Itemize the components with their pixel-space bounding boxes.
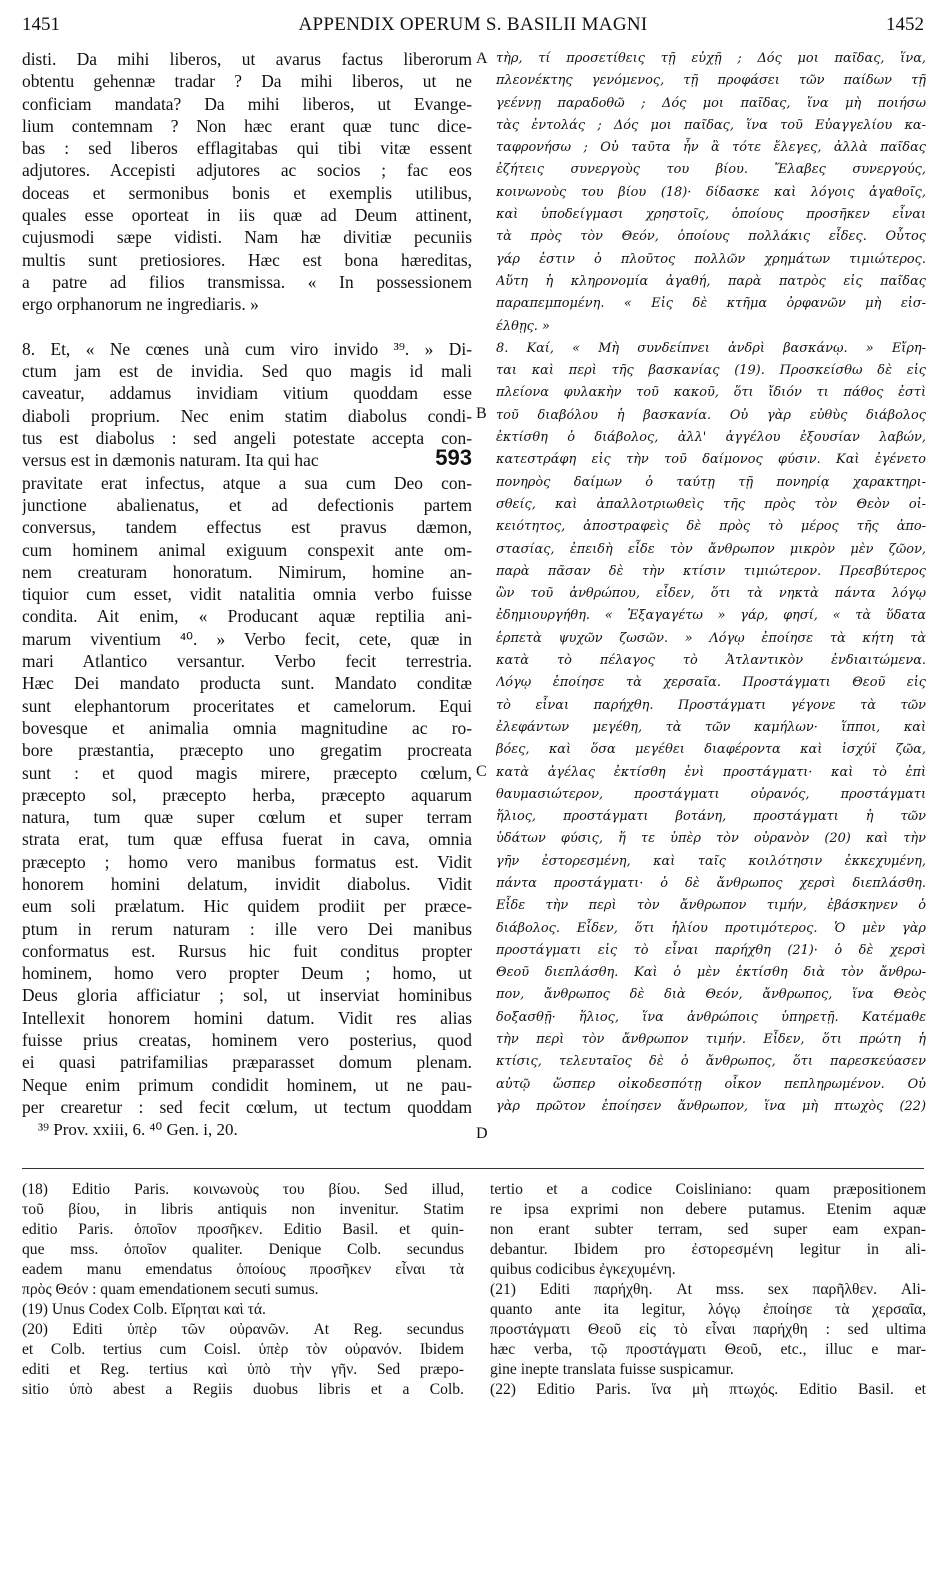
latin-line: strata erat, tum quæ effusa fuerat in cava, omnia (22, 829, 472, 850)
footnote-line: τοῦ βίου, in libris antiquis non invenitur. Statim (22, 1201, 464, 1218)
greek-line: Θεοῦ διεπλάσθη. Καὶ ὁ μὲν ἐκτίσθη διὰ τὸν ἄνθρω- (496, 965, 926, 981)
greek-line: διάβολος. Εἶδεν, ὅτι ἡλίου προτιμότερος. Ὁ μὲν γὰρ (496, 920, 926, 936)
greek-line: τὸ εἶναι παρήχθη. Προστάγματι γέγονε τὰ τῶν (496, 697, 926, 713)
greek-line: έλθῃς. » (496, 318, 550, 334)
greek-line: βόες, καὶ ὅσα μεγέθει διαφέροντα καὶ ἰσχύϊ ζῶα, (496, 742, 926, 758)
footnote-line: (19) Unus Codex Colb. Εἴρηται καὶ τά. (22, 1301, 266, 1318)
latin-line: cum hominem animal exiguum conspexit ante om- (22, 539, 472, 560)
latin-line: diaboli proprium. Nec enim statim diabolus condi- (22, 405, 472, 426)
greek-line: πάντα προστάγματι· ὁ δὲ ἄνθρωπος χερσὶ διεπλάσθη. (496, 875, 926, 891)
latin-line: ptum in rerum naturam : ille vero Dei manibus (22, 918, 472, 939)
latin-line: honorem homini delatum, invidit diabolus. Vidit (22, 873, 472, 894)
latin-line: doceas et sermonibus bonis et exemplis utilibus, (22, 182, 472, 203)
latin-line-text: versus est in dæmonis naturam. Ita qui hac (22, 450, 319, 471)
running-header (22, 14, 924, 40)
latin-line: ei quasi patrifamilias præparasset domum plenam. (22, 1052, 472, 1073)
greek-line: γὰρ πρῶτον ἐποίησεν ἄνθρωπον, ἵνα μὴ πτωχὸς (22) (496, 1098, 926, 1114)
latin-line: 8. Et, « Ne cœnes unà cum viro invido ³⁹. » Di- (22, 338, 472, 359)
latin-column (22, 48, 472, 1118)
latin-line: sunt elephantorum proceritates et camelorum. Equi (22, 695, 472, 716)
footnotes-right-column (490, 1180, 926, 1400)
greek-line: προστάγματι εἰς τὸ εἶναι παρήχθη (21)· ὁ δὲ χερσὶ (496, 942, 926, 958)
greek-line: Λόγῳ ἐποίησε τὰ χερσαῖα. Προστάγματι Θεοῦ εἰς (496, 675, 926, 691)
greek-line: κατὰ τὸ πέλαγος τὸ Ἀτλαντικὸν ἐνδιαιτώμενα. (496, 653, 926, 669)
greek-line: κατεστράφη εἰς τὴν τοῦ δαίμονος φύσιν. Καὶ ἐγένετο (496, 452, 926, 468)
latin-line: nem creaturam honoratum. Nimirum, homine an- (22, 561, 472, 582)
greek-line: κτίσις, τελευταῖος δὲ ὁ ἄνθρωπος, ὅτι παρεσκεύασεν (496, 1054, 926, 1070)
greek-line: γάρ ἐστιν ὁ πλοῦτος πολλῶν χρημάτων τιμιώτερος. (496, 251, 926, 267)
latin-line: præcepto ; homo vero manibus formatus est. Vidit (22, 851, 472, 872)
latin-line: hominem, homo vero propter Deum ; homo, ut (22, 963, 472, 984)
margin-marker-d: D (476, 1125, 488, 1142)
footnote-line: tertio et a codice Coisliniano: quam præpositionem (490, 1181, 926, 1198)
greek-line: τὰς ἐντολάς ; Δός μοι παῖδας, ἵνα τοῦ Εὐαγγελίου κα- (496, 117, 926, 133)
greek-line: παραπεμπομένη. « Εἰς δὲ κτῆμα ὀρφανῶν μὴ εἰσ- (496, 296, 926, 312)
greek-line: θαυμασιώτερον, προστάγματι οὐρανός, προστάγματι (496, 786, 926, 802)
left-page-number: 1451 (22, 14, 60, 35)
greek-line: κατὰ ἀγέλας ἐκτίσθη ἑνὶ προστάγματι· καὶ τὸ ἐπὶ (496, 764, 926, 780)
greek-line: κειότητος, ἀποστραφεὶς δὲ πρὸς τὸ μέρος τῆς ἀπο- (496, 519, 926, 535)
footnote-line: que mss. ὁποῖον qualiter. Denique Colb. secundus (22, 1241, 464, 1258)
greek-line: πονηρὸς δαίμων ὁ ταύτῃ τῇ πονηρίᾳ χαρακτηρι- (496, 474, 926, 490)
greek-line: ἐδημιουργήθη. « Ἐξαγαγέτω » γάρ, φησί, « τὰ ὕδατα (496, 608, 926, 624)
greek-line: τὴν περὶ τὸν ἄνθρωπον τιμήν. Εἶδεν, ὅτι πρώτη ἡ (496, 1032, 926, 1048)
greek-column (496, 48, 926, 1118)
latin-line: lium contemnam ? Non hæc erant quæ tunc dice- (22, 115, 472, 136)
latin-line: per crearetur : sed fecit cœlum, ut tectum quoddam (22, 1096, 472, 1117)
latin-line: quales esse oporteat in iis quæ ad Deum attinent, (22, 205, 472, 226)
greek-line: ὑδάτων φύσις, ἥ τε ὑπὲρ τὸν οὐρανὸν (20) καὶ τὴν (496, 831, 926, 847)
latin-line: pravitate erat infectus, atque a sua cum Deo con- (22, 472, 472, 493)
column-number: 593 (435, 449, 472, 471)
latin-line: marum viventium ⁴⁰. » Verbo fecit, cete, quæ in (22, 628, 472, 649)
footnote-line: quibus codicibus ἐγκεχυμένη. (490, 1261, 676, 1278)
footnote-line: non erant subter terram, sed super eam expan- (490, 1221, 926, 1238)
latin-line: bore præstantia, præcepto uno gregatim procreata (22, 740, 472, 761)
latin-line (22, 316, 472, 338)
footnote-line: προστάγματι Θεοῦ εἰς τὸ εἶναι παρήχθη : sed ultima (490, 1321, 926, 1338)
greek-line: παρὰ πᾶσαν δὲ τὴν κτίσιν τιμιώτερον. Πρεσβύτερος (496, 563, 926, 579)
greek-line: ὢν τοῦ ἀνθρώπου, εἶδεν, ὅτι τὰ νηκτὰ πάντα λόγῳ (496, 586, 926, 602)
footnote-line: editi et Reg. tertius καὶ ὑπὸ τὴν γῆν. Sed præpo- (22, 1361, 464, 1378)
greek-line: αὐτῷ ὥσπερ οἰκοδεσπότῃ οἶκον πεπληρωμένον. Οὐ (496, 1076, 926, 1092)
latin-line: præcepto sol, præcepto herba, præcepto aquarum (22, 784, 472, 805)
greek-line: πον, ἄνθρωπος δὲ διὰ Θεόν, ἄνθρωπος, ἵνα Θεὸς (496, 987, 926, 1003)
footnote-line: sitio ὑπὸ abest a Regiis duobus libris et a Colb. (22, 1381, 464, 1398)
footnote-line: eadem manu emendatus ὁποίους προσῆκεν εἶναι τὰ (22, 1261, 464, 1278)
latin-line: Neque enim primum condidit hominem, ut ne pau- (22, 1074, 472, 1095)
greek-line: Αὕτη ἡ κληρονομία ἀγαθή, παρὰ πατρὸς εἰς παῖδας (496, 273, 926, 289)
latin-line: bovesque et animalia omnia magnitudine ac ro- (22, 717, 472, 738)
greek-line: ἐζήτεις συνεργοὺς του βίου. Ἔλαβες συνεργούς, (496, 162, 926, 178)
latin-line: conversus, tandem effectus est pravus dæmon, (22, 517, 472, 538)
footnote-line: πρὸς Θεόν : quam emendationem secuti sumus. (22, 1281, 319, 1298)
greek-line: γεέννῃ παραδοθῶ ; Δός μοι παῖδας, ἵνα μὴ ποιήσω (496, 95, 926, 111)
footnotes-left-column (22, 1180, 464, 1400)
latin-line: Deus gloria afficiatur ; sol, ut inserviat hominibus (22, 985, 472, 1006)
greek-line: ἥλιος, προστάγματι βοτάνη, προστάγματι ἡ τῶν (496, 809, 926, 825)
latin-line: Hæc Dei mandato producta sunt. Mandato conditæ (22, 673, 472, 694)
latin-line: adjutores. Accepisti adjutores ac socios ; fac eos (22, 160, 472, 181)
latin-line: conficiam mandata? Da mihi liberos, ut Evange- (22, 93, 472, 114)
greek-line: ἑρπετὰ ψυχῶν ζωσῶν. » Λόγῳ ἐποίησε τὰ κήτη τὰ (496, 630, 926, 646)
greek-line: καὶ ὑποδείγμασι χρηστοῖς, ὁποίους προσῆκεν εἶναι (496, 207, 926, 223)
latin-line: a patre ad filios transmissa. « In possessionem (22, 271, 472, 292)
latin-line: fuisse prius creatas, hominem vero posterius, quod (22, 1030, 472, 1051)
footnote-line: (22) Editio Paris. ἵνα μὴ πτωχός. Editio Basil. et (490, 1381, 926, 1398)
latin-line: obtentu gehennæ tradar ? Da mihi liberos, ut ne (22, 71, 472, 92)
scripture-references: ³⁹ Prov. xxiii, 6. ⁴⁰ Gen. i, 20. (38, 1120, 238, 1139)
margin-marker-c: C (476, 763, 487, 780)
greek-line: σθείς, καὶ ἀπαλλοτριωθεὶς τῆς πρὸς τὸν Θεὸν οἰ- (496, 496, 926, 512)
footnote-line: (20) Editi ὑπὲρ τῶν οὐρανῶν. At Reg. secundus (22, 1321, 464, 1338)
footnote-line: re ipsa exprimi non debere putamus. Etenim aquæ (490, 1201, 926, 1218)
greek-line: κοινωνοὺς του βίου (18)· δίδασκε καὶ λόγοις ἀγαθοῖς, (496, 184, 926, 200)
greek-line: στασίας, ἐπειδὴ εἶδε τὸν ἄνθρωπον μικρὸν μὲν ζῶον, (496, 541, 926, 557)
greek-line: ταφρονήσω ; Οὐ ταῦτα ἦν ἃ τότε ἔλεγες, ἀλλὰ παῖδας (496, 140, 926, 156)
latin-line: tus est diabolus : sed angeli potestate accepta con- (22, 428, 472, 449)
greek-line: δοξασθῇ· ἥλιος, ἵνα ἀνθρώποις ὑπηρετῇ. Κατέμαθε (496, 1009, 926, 1025)
greek-line: γῆν ἐστορεσμένη, καὶ ταῖς κοιλότησιν ἐκκεχυμένη, (496, 853, 926, 869)
greek-line: τοῦ διαβόλου ἡ βασκανία. Οὐ γὰρ εὐθὺς διάβολος (496, 407, 926, 423)
greek-line: τὰ πρὸς τὸν Θεόν, ὁποίους πολλάκις εἶδες. Οὗτος (496, 229, 926, 245)
latin-line: multis sunt pretiosiores. Hæc est bona hæreditas, (22, 249, 472, 270)
latin-line: ergo orphanorum ne ingrediaris. » (22, 294, 259, 315)
greek-line: Εἶδε τὴν περὶ τὸν ἄνθρωπον τιμήν, ἐβάσκηνεν ὁ (496, 898, 926, 914)
right-page-number: 1452 (886, 14, 924, 35)
footnote-line: debantur. Ibidem pro ἐστορεσμένη legitur in ali- (490, 1241, 926, 1258)
latin-line: conformatus est. Rursus hic fuit conditus propter (22, 940, 472, 961)
footnote-line: editio Paris. ὁποῖον προσῆκεν. Editio Basil. et quin- (22, 1221, 464, 1238)
latin-line: natura, tum quæ super cœlum et super terram (22, 807, 472, 828)
latin-line: caveatur, addamus invidiam vitium quoddam esse (22, 383, 472, 404)
latin-line: disti. Da mihi liberos, ut avarus factus liberorum (22, 49, 472, 69)
greek-line: ἐλεφάντων μεγέθη, τὰ τῶν καμήλων· ἵπποι, καὶ (496, 719, 926, 735)
latin-line: ctum jam est de invidia. Sed quo magis id mali (22, 361, 472, 382)
latin-line: condita. Ait enim, « Producant aquæ reptilia ani- (22, 606, 472, 627)
footnote-line: gine inepte translata fuisse suspicamur. (490, 1361, 734, 1378)
margin-marker-b: B (476, 405, 487, 422)
latin-line: eum soli prælatum. Hic quidem prodiit per præce- (22, 896, 472, 917)
latin-line: Intellexit honorem homini datum. Vidit res alias (22, 1007, 472, 1028)
running-title: APPENDIX OPERUM S. BASILII MAGNI (298, 14, 648, 35)
greek-line: πλείονα φυλακὴν τοῦ κακοῦ, ὅτι ἴδιόν τι πάθος ἐστὶ (496, 385, 926, 401)
latin-line: bas : sed liberos efflagitabas qui tibi vitæ essent (22, 138, 472, 159)
greek-line: ται καὶ περὶ τῆς βασκανίας (19). Προσκείσθω δὲ εἰς (496, 363, 926, 379)
footnote-line: quanto ante ita legitur, λόγῳ ἐποίησε τὰ χερσαῖα, (490, 1301, 926, 1318)
greek-line: πλεονέκτης γενόμενος, τῇ προφάσει τῶν παίδων τῇ (496, 73, 926, 89)
footnote-line: hæc verba, τῷ προστάγματι Θεοῦ, etc., illuc e mar- (490, 1341, 926, 1358)
latin-line: cujusmodi sæpe vidisti. Nam hæ divitiæ pecuniis (22, 227, 472, 248)
margin-marker-a: A (476, 50, 488, 67)
footnote-line: (18) Editio Paris. κοινωνοὺς του βίου. Sed illud, (22, 1181, 464, 1198)
latin-line: junctione abalienatus, et ad defectionis partem (22, 494, 472, 515)
latin-line: mari Atlantico versantur. Verbo fecit terrestria. (22, 651, 472, 672)
greek-line: 8. Καί, « Μὴ συνδείπνει ἀνδρὶ βασκάνῳ. » Εἴρη- (496, 340, 926, 356)
footnote-divider (22, 1168, 924, 1169)
footnote-line: (21) Editi παρήχθη. At mss. sex παρῆλθεν. Ali- (490, 1281, 926, 1298)
latin-line: sunt : et quod magis mirere, præcepto cœlum, (22, 762, 472, 783)
footnote-line: et Colb. tertius cum Coisl. ὑπὲρ τὸν οὐρανόν. Ibidem (22, 1341, 464, 1358)
latin-line: tiquior cum esset, vidit natalitia omnia verbo fuisse (22, 584, 472, 605)
latin-line-with-column-number (22, 449, 472, 471)
greek-line: τὴρ, τί προσετίθεις τῇ εὐχῇ ; Δός μοι παῖδας, ἵνα, (496, 51, 926, 66)
greek-line: ἐκτίσθη ὁ διάβολος, ἀλλ' ἀγγέλου ἐξουσίαν λαβών, (496, 430, 926, 446)
